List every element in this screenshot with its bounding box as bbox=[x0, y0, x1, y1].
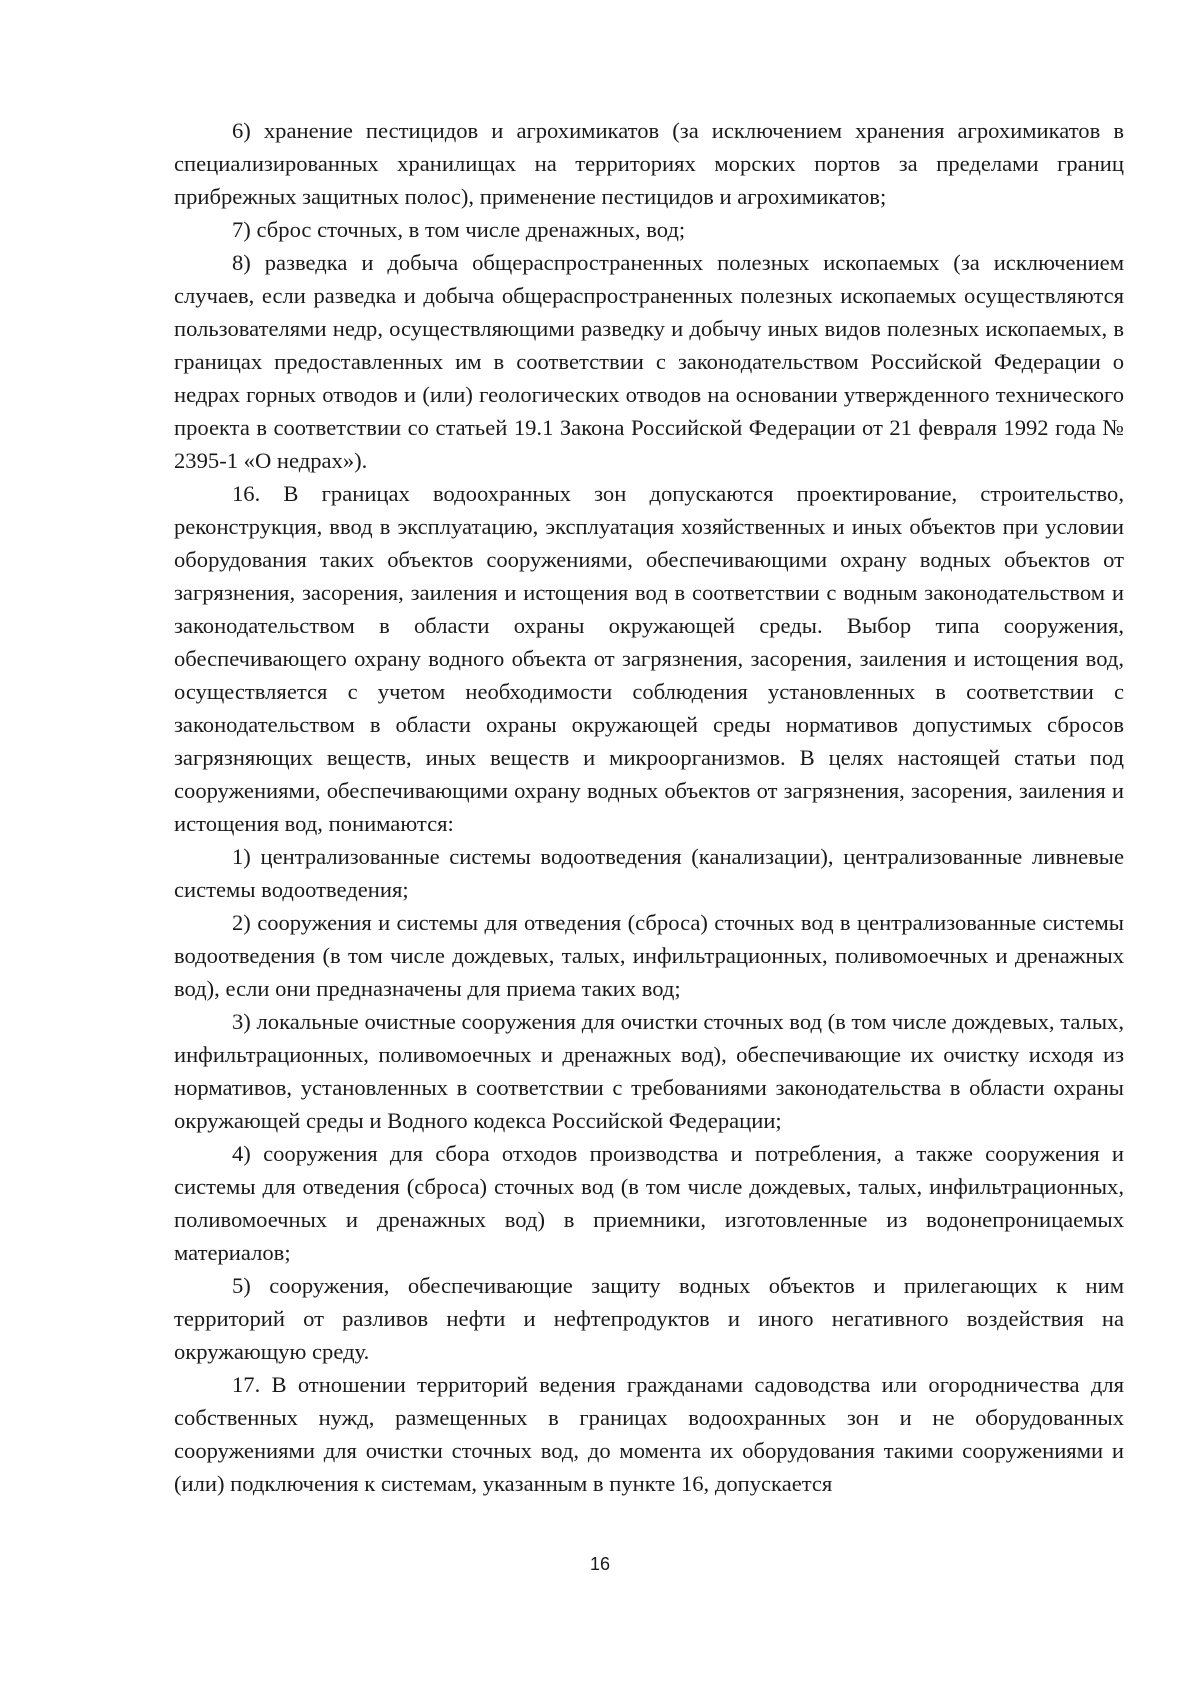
paragraph-item-6-pesticides: 6) хранение пестицидов и агрохимикатов (за исключением хранения агрохимикатов в специализированных хранилищах на территориях морских портов за пределами границ прибрежных защитных полос), применение пестицидов и агрохимикатов; bbox=[174, 118, 1124, 209]
paragraph-clause-16: 16. В границах водоохранных зон допускаются проектирование, строительство, реконструкция, ввод в эксплуатацию, эксплуатация хозяйственных и иных объектов при условии оборудования таких объектов сооружениями, обеспечивающими охрану водных объектов от загрязнения, засорения, заиления и истощения вод в соответствии с водным законодательством и законодательством в области охраны окружающей среды. Выбор типа сооружения, обеспечивающего охрану водного объекта от загрязнения, засорения, заиления и истощения вод, осуществляется с учетом необходимости соблюдения установленных в соответствии с законодательством в области охраны окружающей среды нормативов допустимых сбросов загрязняющих веществ, иных веществ и микроорганизмов. В целях настоящей статьи под сооружениями, обеспечивающими охрану водных объектов от загрязнения, засорения, заиления и истощения вод, понимаются: bbox=[174, 481, 1124, 836]
paragraph-item-3-treatment-facilities: 3) локальные очистные сооружения для очистки сточных вод (в том числе дождевых, талых, инфильтрационных, поливомоечных и дренажных вод), обеспечивающие их очистку исходя из нормативов, установленных в соответствии с требованиями законодательства в области охраны окружающей среды и Водного кодекса Российской Федерации; bbox=[174, 1009, 1124, 1133]
document-body bbox=[174, 114, 1124, 1500]
paragraph-clause-17: 17. В отношении территорий ведения гражданами садоводства или огородничества для собственных нужд, размещенных в границах водоохранных зон и не оборудованных сооружениями для очистки сточных вод, до момента их оборудования такими сооружениями и (или) подключения к системам, указанным в пункте 16, допускается bbox=[174, 1372, 1124, 1496]
paragraph-item-7-wastewater: 7) сброс сточных, в том числе дренажных, вод; bbox=[232, 217, 686, 242]
paragraph-item-1-sewerage: 1) централизованные системы водоотведения (канализации), централизованные ливневые системы водоотведения; bbox=[174, 844, 1124, 902]
page-number: 16 bbox=[589, 1554, 611, 1574]
paragraph-item-5-oil-spill-protection: 5) сооружения, обеспечивающие защиту водных объектов и прилегающих к ним территорий от разливов нефти и нефтепродуктов и иного негативного воздействия на окружающую среду. bbox=[174, 1273, 1124, 1364]
paragraph-item-8-mining: 8) разведка и добыча общераспространенных полезных ископаемых (за исключением случаев, если разведка и добыча общераспространенных полезных ископаемых осуществляются пользователями недр, осуществляющими разведку и добычу иных видов полезных ископаемых, в границах предоставленных им в соответствии с законодательством Российской Федерации о недрах горных отводов и (или) геологических отводов на основании утвержденного технического проекта в соответствии со статьей 19.1 Закона Российской Федерации от 21 февраля 1992 года № 2395-1 «О недрах»). bbox=[174, 250, 1124, 473]
paragraph-item-2-discharge-systems: 2) сооружения и системы для отведения (сброса) сточных вод в централизованные системы водоотведения (в том числе дождевых, талых, инфильтрационных, поливомоечных и дренажных вод), если они предназначены для приема таких вод; bbox=[174, 910, 1124, 1001]
paragraph-item-4-waste-collection: 4) сооружения для сбора отходов производства и потребления, а также сооружения и системы для отведения (сброса) сточных вод (в том числе дождевых, талых, инфильтрационных, поливомоечных и дренажных вод) в приемники, изготовленные из водонепроницаемых материалов; bbox=[174, 1141, 1124, 1265]
